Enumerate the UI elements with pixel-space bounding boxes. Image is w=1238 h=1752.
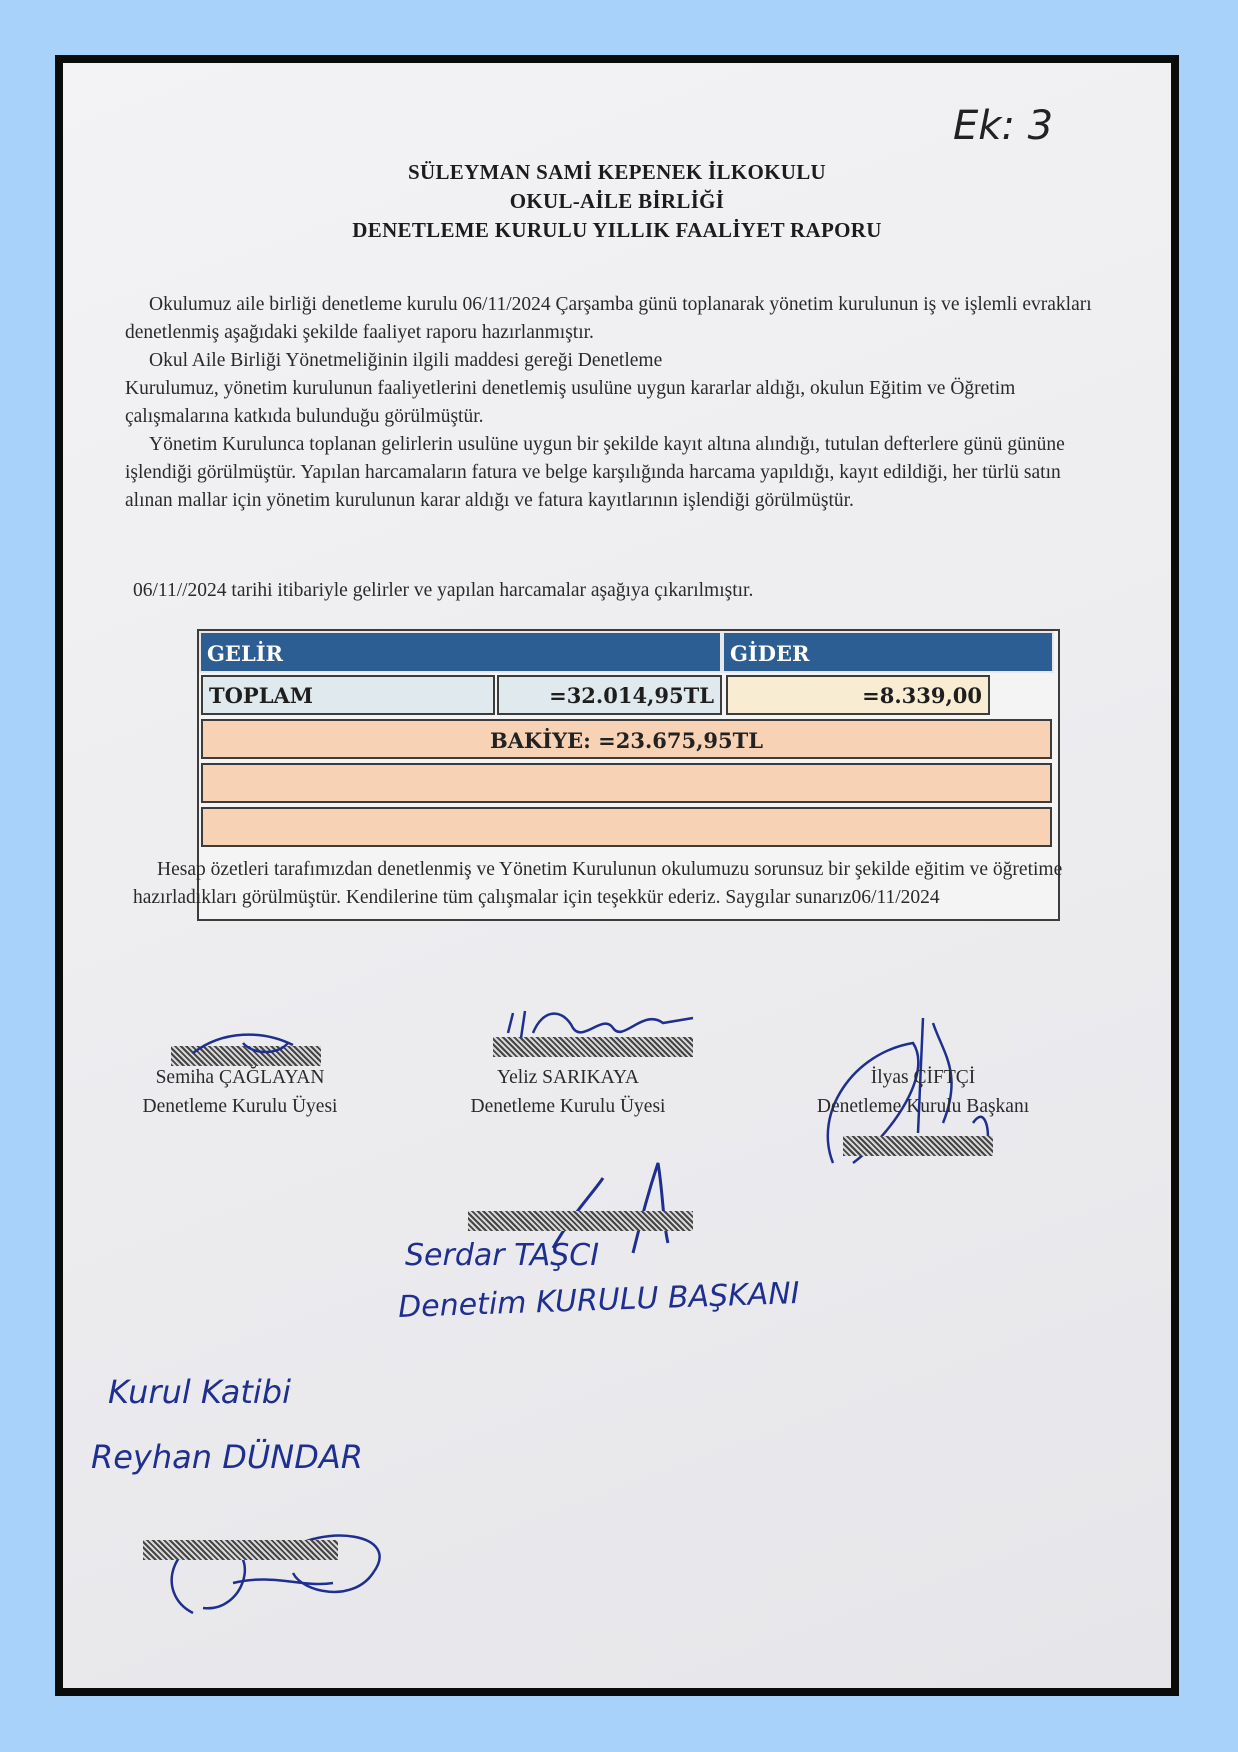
signature-scribble: [153, 1513, 413, 1633]
expense-header: GİDER: [722, 631, 1054, 673]
annex-mark: Ek: 3: [953, 103, 1054, 149]
closing-text: Hesap özetleri tarafımızdan denetlenmiş ve Yönetim Kurulunun okulumuzu sorunsuz bir şekilde eğitim ve öğretime hazırladıkları görülmüştür. Kendilerine tüm çalışmalar için teşekkür ederiz. Saygılar sunarız06/11/2024: [133, 859, 1063, 908]
empty-row: [201, 763, 1052, 803]
signatory-role: Denetleme Kurulu Üyesi: [142, 1096, 338, 1117]
paragraph: Okul Aile Birliği Yönetmeliğinin ilgili maddesi gereği Denetleme: [149, 350, 663, 371]
handwritten-chair-role: Denetim KURULU BAŞKANI: [397, 1276, 801, 1325]
signatory-2: [418, 1063, 718, 1121]
report-body: [125, 291, 1105, 515]
signatory-name: Semiha ÇAĞLAYAN: [155, 1067, 325, 1088]
signatory-1: [125, 1063, 355, 1121]
signatory-name: Yeliz SARIKAYA: [497, 1067, 639, 1088]
closing-paragraph: [133, 856, 1113, 912]
signatory-role: Denetleme Kurulu Başkanı: [816, 1096, 1030, 1117]
union-name: OKUL-AİLE BİRLİĞİ: [509, 189, 725, 213]
signatory-3: [763, 1063, 1083, 1121]
report-title: DENETLEME KURULU YILLIK FAALİYET RAPORU: [352, 218, 882, 242]
empty-row: [201, 807, 1052, 847]
handwritten-secretary-name: Reyhan DÜNDAR: [91, 1438, 363, 1476]
balance-row: BAKİYE: =23.675,95TL: [201, 719, 1052, 759]
paragraph: Okulumuz aile birliği denetleme kurulu 06/11/2024 Çarşamba günü toplanarak yönetim kurulunun iş ve işlemli evrakları denetlenmiş aşağıdaki şekilde faaliyet raporu hazırlanmıştır.: [125, 294, 1092, 343]
signature-scribble: [503, 1003, 743, 1063]
redacted-signature: [843, 1136, 993, 1156]
total-label: TOPLAM: [201, 675, 495, 715]
redacted-signature: [143, 1540, 338, 1560]
paragraph: Yönetim Kurulunca toplanan gelirlerin usulüne uygun bir şekilde kayıt altına alındığı, tutulan defterlere günü gününe işlendiği görülmüştür. Yapılan harcamaların fatura ve belge karşılığında harcama yapıldığı, kayıt edildiği, her türlü satın alınan mallar için yönetim kurulunun karar aldığı ve fatura kayıtlarının işlendiği görülmüştür.: [125, 434, 1065, 511]
school-name: SÜLEYMAN SAMİ KEPENEK İLKOKULU: [408, 160, 826, 184]
redacted-signature: [468, 1211, 693, 1231]
income-total: =32.014,95TL: [497, 675, 722, 715]
expense-total: =8.339,00: [726, 675, 990, 715]
signatory-name: İlyas ÇİFTÇİ: [870, 1067, 976, 1088]
date-line: 06/11//2024 tarihi itibariyle gelirler ve yapılan harcamalar aşağıya çıkarılmıştır.: [133, 580, 754, 601]
document-page: [63, 63, 1171, 1688]
handwritten-secretary-title: Kurul Katibi: [108, 1373, 291, 1411]
document-header: [63, 158, 1171, 245]
paragraph: Kurulumuz, yönetim kurulunun faaliyetlerini denetlemiş usulüne uygun kararlar aldığı, okulun Eğitim ve Öğretim çalışmalarına katkıda bulunduğu görülmüştür.: [125, 378, 1016, 427]
handwritten-chair-name: Serdar TAŞCI: [405, 1238, 600, 1273]
signatory-role: Denetleme Kurulu Üyesi: [470, 1096, 666, 1117]
income-header: GELİR: [199, 631, 722, 673]
